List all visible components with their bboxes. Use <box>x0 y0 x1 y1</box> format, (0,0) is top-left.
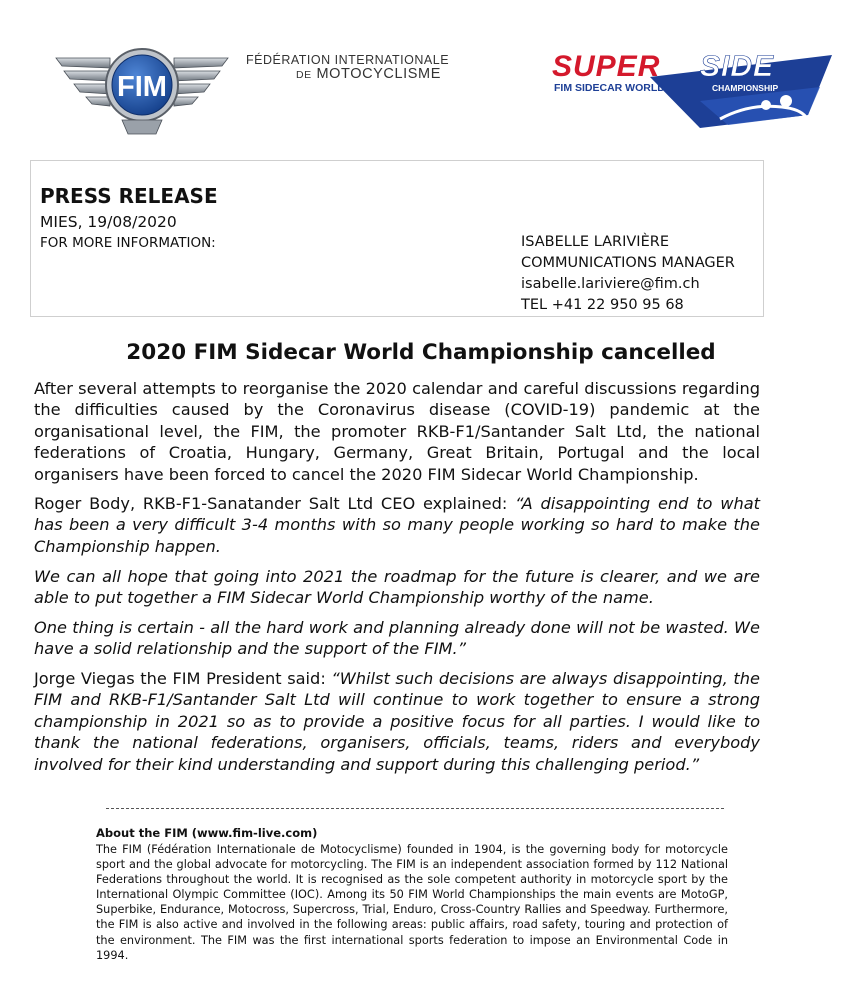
org-name-prefix: DE <box>296 69 312 81</box>
org-name-main: MOTOCYCLISME <box>316 66 441 82</box>
contact-name: ISABELLE LARIVIÈRE <box>521 234 669 250</box>
more-info-label: FOR MORE INFORMATION: <box>40 235 216 251</box>
body-paragraph-2 <box>34 493 760 557</box>
body-paragraph-4: One thing is certain - all the hard work and planning already done will not be wasted. We have a solid relationship and the support of the FIM.” <box>34 618 760 659</box>
body-paragraph-3: We can all hope that going into 2021 the roadmap for the future is clearer, and we are able to put together a FIM Sidecar World Championship worthy of the name. <box>34 567 760 608</box>
body-paragraph-5 <box>34 668 760 775</box>
fim-logo <box>52 38 232 136</box>
body-paragraph-1: After several attempts to reorganise the 2020 calendar and careful discussions regarding the difficulties caused by the Coronavirus disease (COVID-19) pandemic at the organisational level, the FIM, the promoter RKB-F1/Santander Salt Ltd, the national federations of Croatia, Hungary, Germany, Great Britain, Portugal and the local organisers have been forced to cancel the 2020 FIM Sidecar World Championship. <box>34 379 760 484</box>
contact-email[interactable]: isabelle.lariviere@fim.ch <box>521 276 700 292</box>
quote-2: “Whilst such decisions are always disappointing, the FIM and RKB-F1/Santander Salt Ltd will continue to work together to ensure a strong championship in 2021 so as to provide a positive focus for all parties. I would like to thank the national federations, organisers, officials, teams, riders and everybody involved for their kind understanding and support during this challenging period.” <box>34 669 760 774</box>
press-release-date: MIES, 19/08/2020 <box>40 213 177 231</box>
fim-logo-text: FIM <box>117 71 167 103</box>
contact-role: COMMUNICATIONS MANAGER <box>521 255 735 271</box>
quote-attribution-1: Roger Body, RKB-F1-Sanatander Salt Ltd CEO explained: <box>34 494 516 513</box>
quote-1: “A disappointing end to what has been a very difficult 3-4 months with so many people working so hard to make the Championship happen. <box>34 494 760 556</box>
press-release-title: PRESS RELEASE <box>40 184 218 208</box>
superside-logo <box>550 43 832 128</box>
headline: 2020 FIM Sidecar World Championship cancelled <box>126 340 716 365</box>
org-name-line2 <box>296 66 441 82</box>
about-title: About the FIM (www.fim-live.com) <box>96 826 318 840</box>
org-name-line1: FÉDÉRATION INTERNATIONALE <box>246 53 450 67</box>
superside-sub1: FIM SIDECAR WORLD <box>554 82 665 94</box>
superside-word1: SUPER <box>552 50 661 83</box>
about-text: The FIM (Fédération Internationale de Motocyclisme) founded in 1904, is the governing body for motorcycle sport and the global advocate for motorcycling. The FIM is an independent association formed by 112 National Federations throughout the world. It is recognised as the sole competent authority in motorcycle sport by the International Olympic Committee (IOC). Among its 50 FIM World Championships the main events are MotoGP, Superbike, Endurance, Motocross, Supercross, Trial, Enduro, Cross-Country Rallies and Speedway. Furthermore, the FIM is also active and involved in the following areas: public affairs, road safety, touring and protection of the environment. The FIM was the first international sports federation to impose an Environmental Code in 1994. <box>96 843 728 962</box>
quote-attribution-2: Jorge Viegas the FIM President said: <box>34 669 332 688</box>
superside-sub2: CHAMPIONSHIP <box>712 83 779 93</box>
contact-phone: TEL +41 22 950 95 68 <box>521 297 684 313</box>
superside-word2: SIDE <box>700 50 775 83</box>
section-divider <box>106 808 724 809</box>
